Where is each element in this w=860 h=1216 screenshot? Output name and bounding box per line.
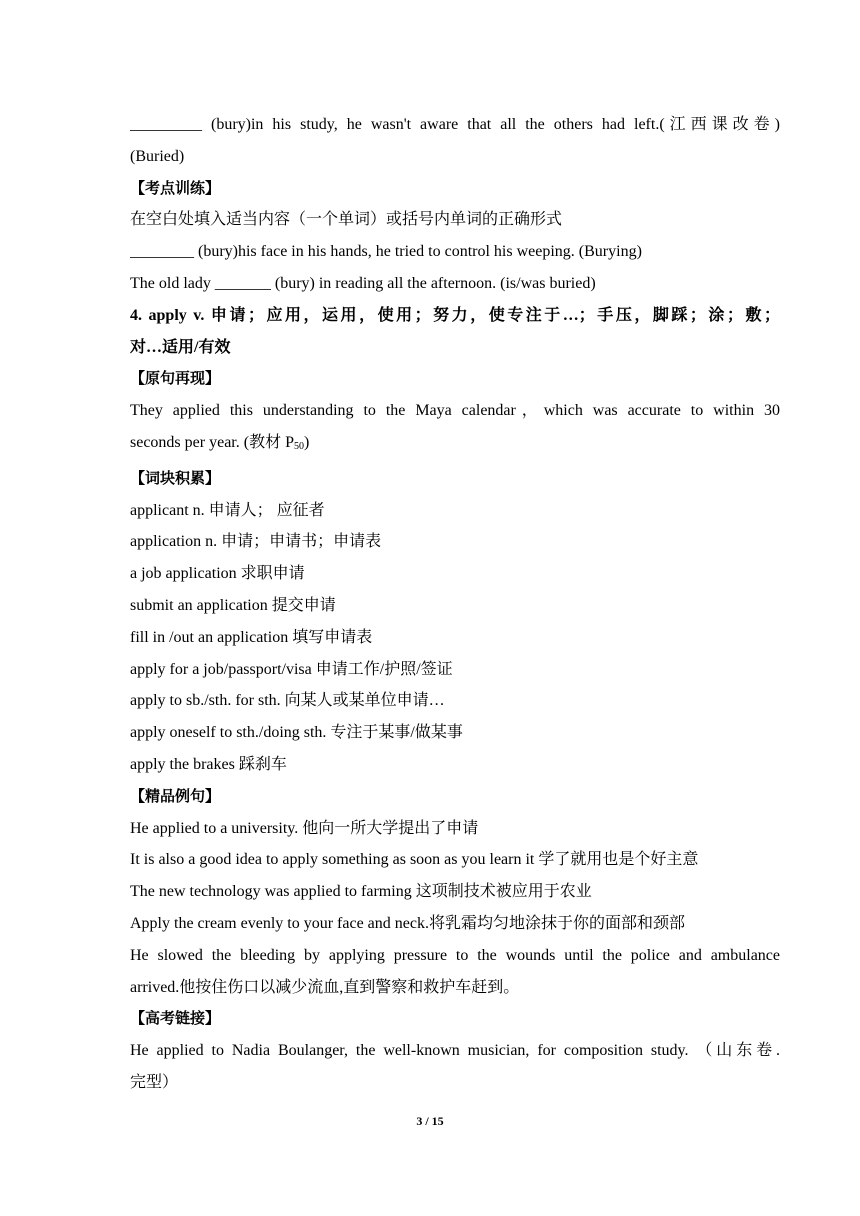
phrase-item: application n. 申请；申请书；申请表 (130, 533, 382, 551)
section-heading-phrases: 【词块积累】 (130, 468, 221, 487)
phrase-item: apply oneself to sth./doing sth. 专注于某事/做某事 (130, 724, 463, 742)
practice-item-1: ________ (bury)his face in his hands, he tried to control his weeping. (Burying) (130, 243, 642, 261)
page-number: 3 / 15 (416, 1114, 444, 1128)
original-sentence-source: seconds per year. (教材 P (130, 433, 294, 451)
practice-item-2: The old lady _______ (bury) in reading all the afternoon. (is/was buried) (130, 274, 596, 292)
example-sentence-cont: arrived.他按住伤口以减少流血,直到警察和救护车赶到。 (130, 978, 520, 996)
section-heading-examples: 【精品例句】 (130, 786, 221, 805)
example-sentence: He applied to a university. 他向一所大学提出了申请 (130, 819, 479, 837)
exercise-answer: (Buried) (130, 147, 185, 165)
original-sentence-close: ) (303, 433, 310, 451)
phrase-item: apply to sb./sth. for sth. 向某人或某单位申请… (130, 692, 445, 710)
page-content (130, 109, 780, 1099)
section-heading-original: 【原句再现】 (130, 369, 221, 388)
original-sentence-cont (130, 427, 780, 463)
section-heading-practice: 【考点训练】 (130, 178, 221, 197)
phrase-item: fill in /out an application 填写申请表 (130, 628, 373, 646)
exercise-sentence: _________ (bury)in his study, he wasn't aware that all the others had left.(江西课改卷) (130, 116, 780, 133)
phrase-item: a job application 求职申请 (130, 565, 305, 583)
example-sentence: Apply the cream evenly to your face and neck.将乳霜均匀地涂抹于你的面部和颈部 (130, 914, 685, 932)
example-sentence: He slowed the bleeding by applying pressure to the wounds until the police and ambulance (130, 946, 780, 964)
practice-instruction: 在空白处填入适当内容（一个单词）或括号内单词的正确形式 (130, 211, 563, 229)
vocab-entry-apply: 4. apply v. 申请；应用，运用，使用；努力，使专注于…；手压，脚踩；涂；敷； (130, 306, 780, 324)
phrase-item: apply the brakes 踩刹车 (130, 755, 287, 773)
exam-sentence: He applied to Nadia Boulanger, the well-known musician, for composition study. （山东卷. (130, 1042, 780, 1060)
example-sentence: It is also a good idea to apply something as soon as you learn it 学了就用也是个好主意 (130, 851, 699, 869)
exam-sentence-cont: 完型） (130, 1073, 179, 1091)
vocab-entry-apply-cont: 对…适用/有效 (130, 338, 231, 356)
phrase-item: apply for a job/passport/visa 申请工作/护照/签证 (130, 660, 453, 678)
section-heading-exam-link: 【高考链接】 (130, 1009, 221, 1028)
page-subscript: 50 (293, 440, 304, 452)
phrase-item: submit an application 提交申请 (130, 596, 336, 614)
example-sentence: The new technology was applied to farming 这项制技术被应用于农业 (130, 883, 592, 901)
phrase-item: applicant n. 申请人； 应征者 (130, 501, 325, 519)
original-sentence: They applied this understanding to the Maya calendar，which was accurate to within 30 (130, 402, 780, 420)
